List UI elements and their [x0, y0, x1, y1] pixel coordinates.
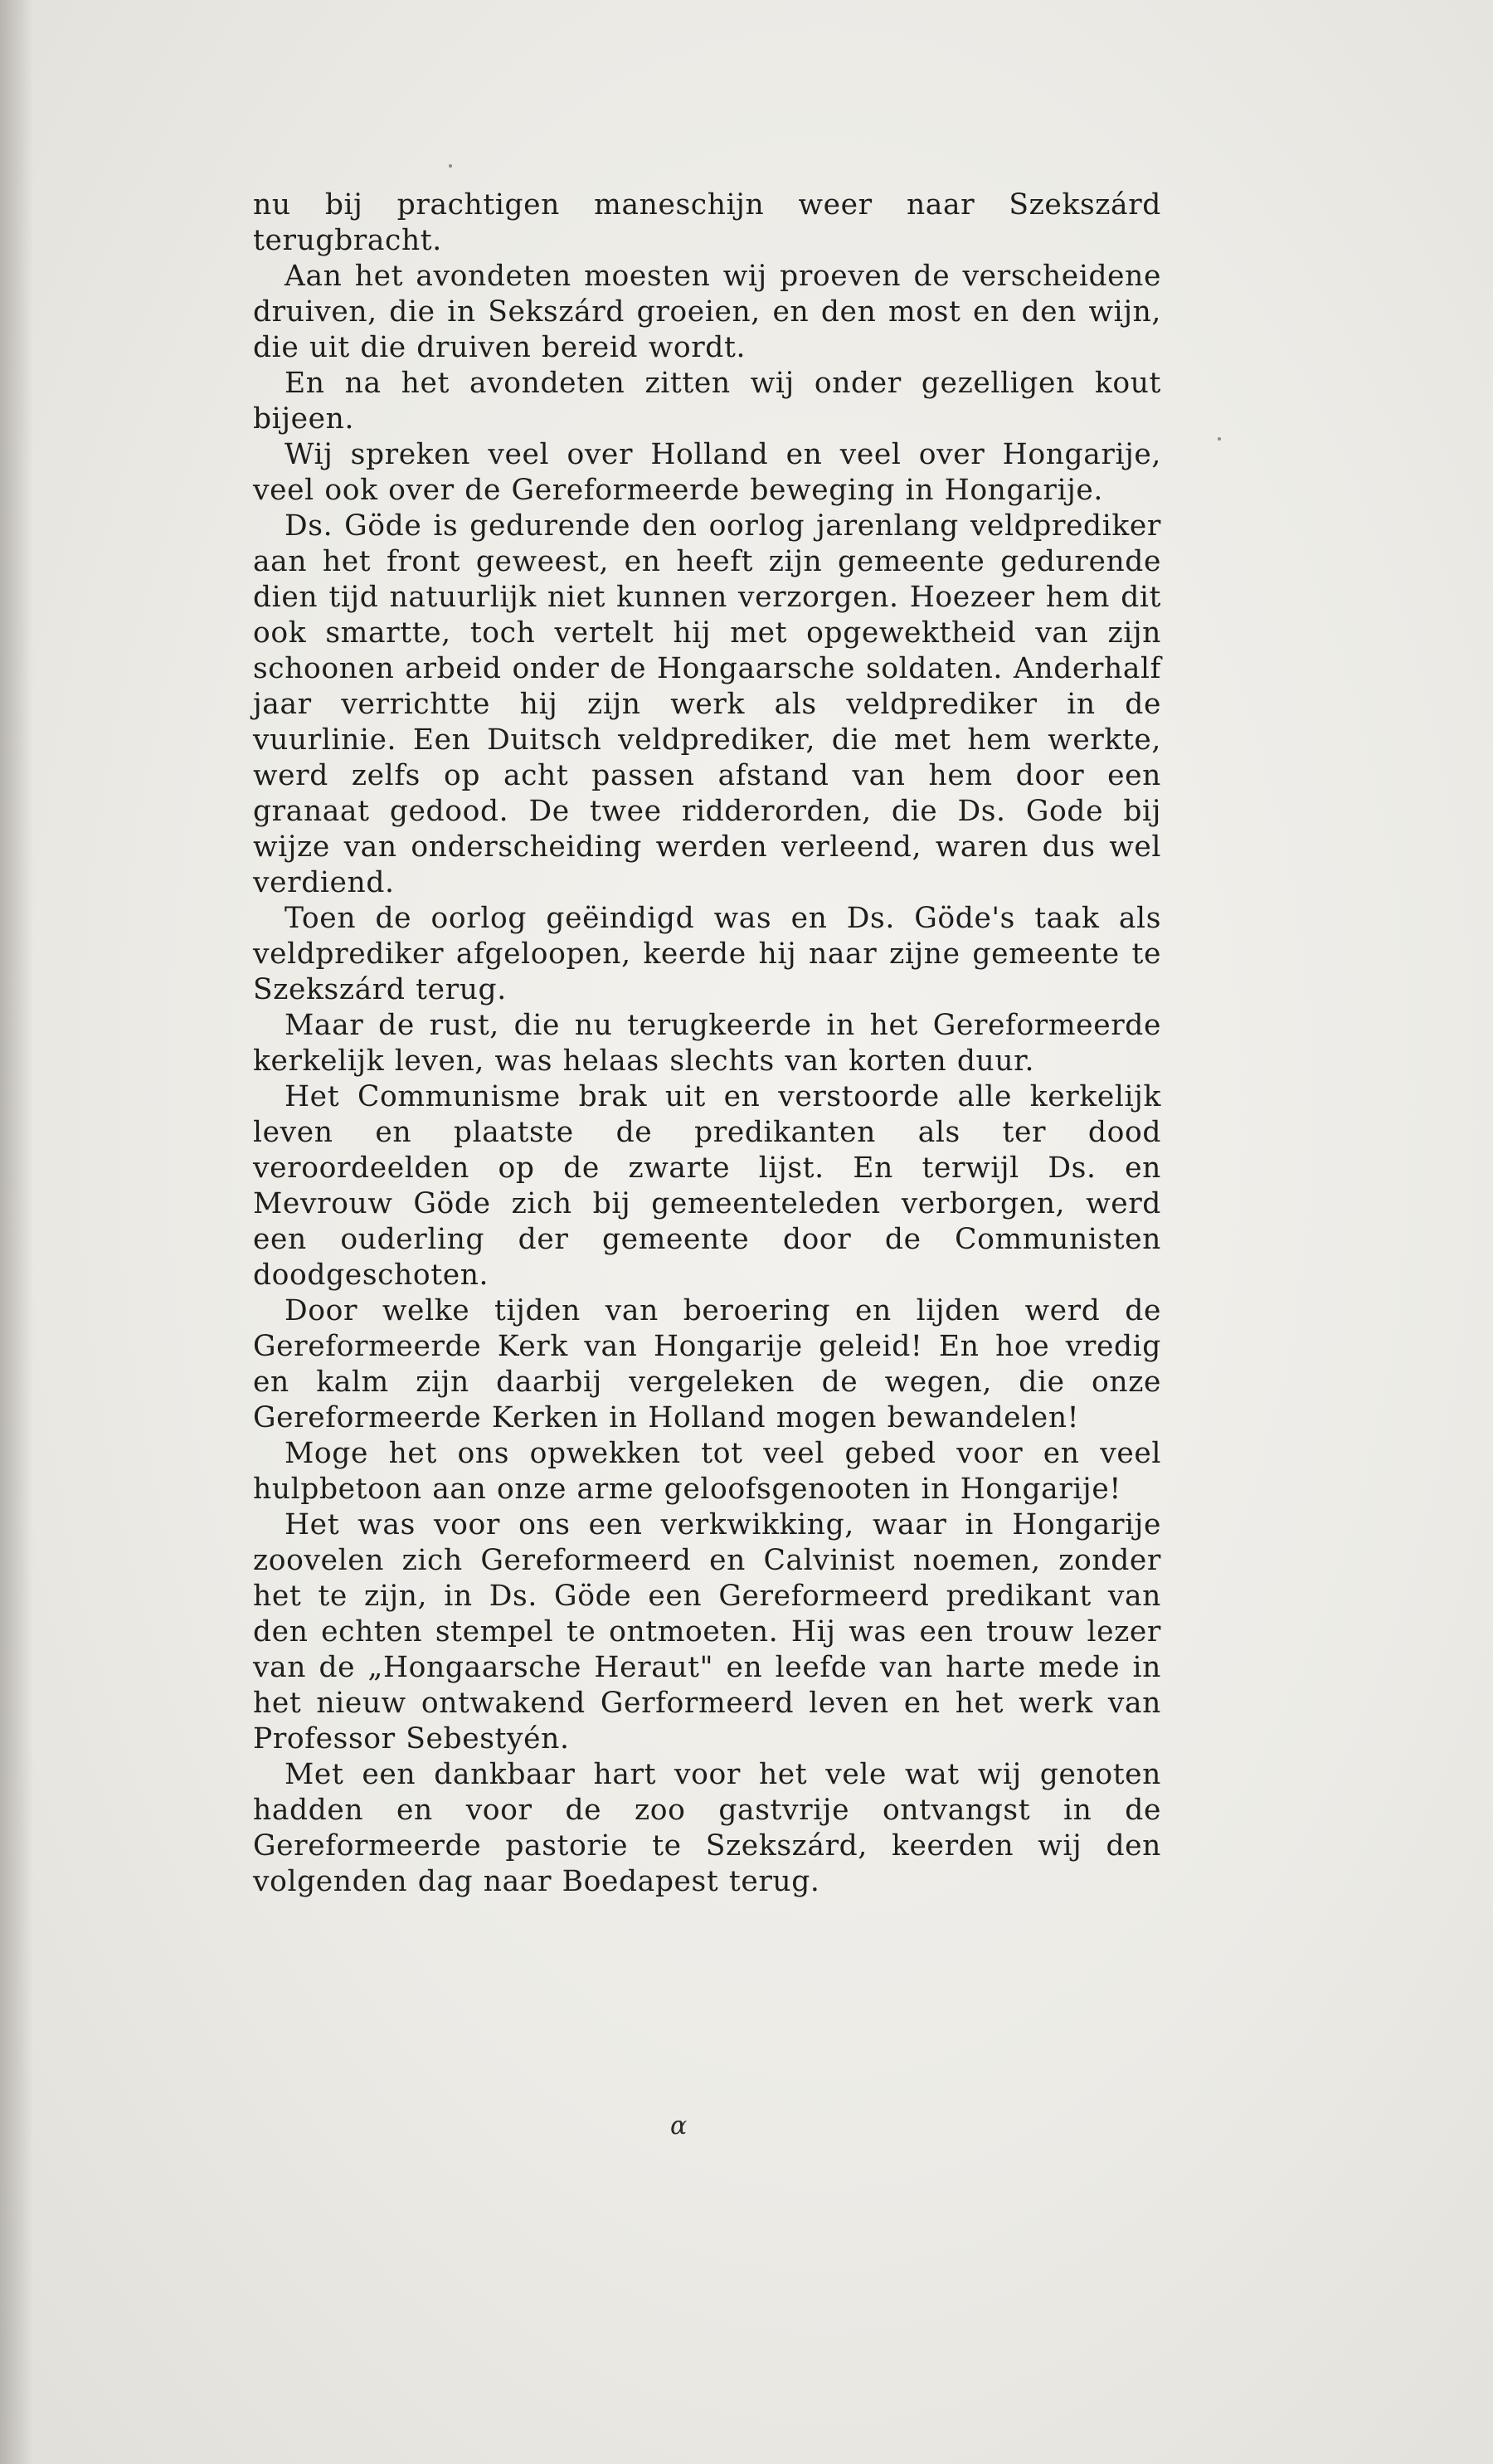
paragraph: Toen de oorlog geëindigd was en Ds. Göde's taak als veldprediker afgeloopen, keerde hij naar zijne gemeente te Szekszárd terug.	[253, 902, 1161, 1006]
paragraph: Maar de rust, die nu terugkeerde in het Gereformeerde kerkelijk leven, was helaas slechts van korten duur.	[253, 1009, 1161, 1078]
paper-speck	[1218, 437, 1221, 441]
paragraph: Het Communisme brak uit en verstoorde alle kerkelijk leven en plaatste de predikanten als ter dood veroordeelden op de zwarte lijst. En terwijl Ds. en Mevrouw Göde zich bij gemeenteleden verborgen, werd een ouderling der gemeente door de Communisten doodgeschoten.	[253, 1080, 1161, 1292]
paragraph: Ds. Göde is gedurende den oorlog jarenlang veldprediker aan het front geweest, en heeft zijn gemeente gedurende dien tijd natuurlijk niet kunnen verzorgen. Hoezeer hem dit ook smartte, toch vertelt hij met opgewektheid van zijn schoonen arbeid onder de Hongaarsche soldaten. Anderhalf jaar verrichtte hij zijn werk als veldprediker in de vuurlinie. Een Duitsch veldprediker, die met hem werkte, werd zelfs op acht passen afstand van hem door een granaat gedood. De twee ridderorden, die Ds. Gode bij wijze van onderscheiding werden verleend, waren dus wel verdiend.	[253, 509, 1161, 899]
paragraph: En na het avondeten zitten wij onder gezelligen kout bijeen.	[253, 367, 1161, 436]
closing-mark: α	[670, 2111, 688, 2140]
paragraph: Wij spreken veel over Holland en veel over Hongarije, veel ook over de Gereformeerde beweging in Hongarije.	[253, 438, 1161, 507]
paragraph: Aan het avondeten moesten wij proeven de verscheidene druiven, die in Sekszárd groeien, en den most en den wijn, die uit die druiven bereid wordt.	[253, 260, 1161, 364]
paper-speck	[449, 164, 452, 168]
page-edge-shadow	[0, 0, 33, 2464]
paragraph: Het was voor ons een verkwikking, waar in Hongarije zoovelen zich Gereformeerd en Calvinist noemen, zonder het te zijn, in Ds. Göde een Gereformeerd predikant van den echten stempel te ontmoeten. Hij was een trouw lezer van de „Hongaarsche Heraut" en leefde van harte mede in het nieuw ontwakend Gerformeerd leven en het werk van Professor Sebestyén.	[253, 1508, 1161, 1755]
paragraph: Moge het ons opwekken tot veel gebed voor en veel hulpbetoon aan onze arme geloofsgenooten in Hongarije!	[253, 1437, 1161, 1506]
paragraph: nu bij prachtigen maneschijn weer naar Szekszárd terugbracht.	[253, 188, 1161, 257]
body-text	[253, 187, 1161, 1900]
paragraph: Met een dankbaar hart voor het vele wat wij genoten hadden en voor de zoo gastvrije ontvangst in de Gereformeerde pastorie te Szekszárd, keerden wij den volgenden dag naar Boedapest terug.	[253, 1758, 1161, 1898]
paragraph: Door welke tijden van beroering en lijden werd de Gereformeerde Kerk van Hongarije geleid! En hoe vredig en kalm zijn daarbij vergeleken de wegen, die onze Gereformeerde Kerken in Holland mogen bewandelen!	[253, 1294, 1161, 1434]
